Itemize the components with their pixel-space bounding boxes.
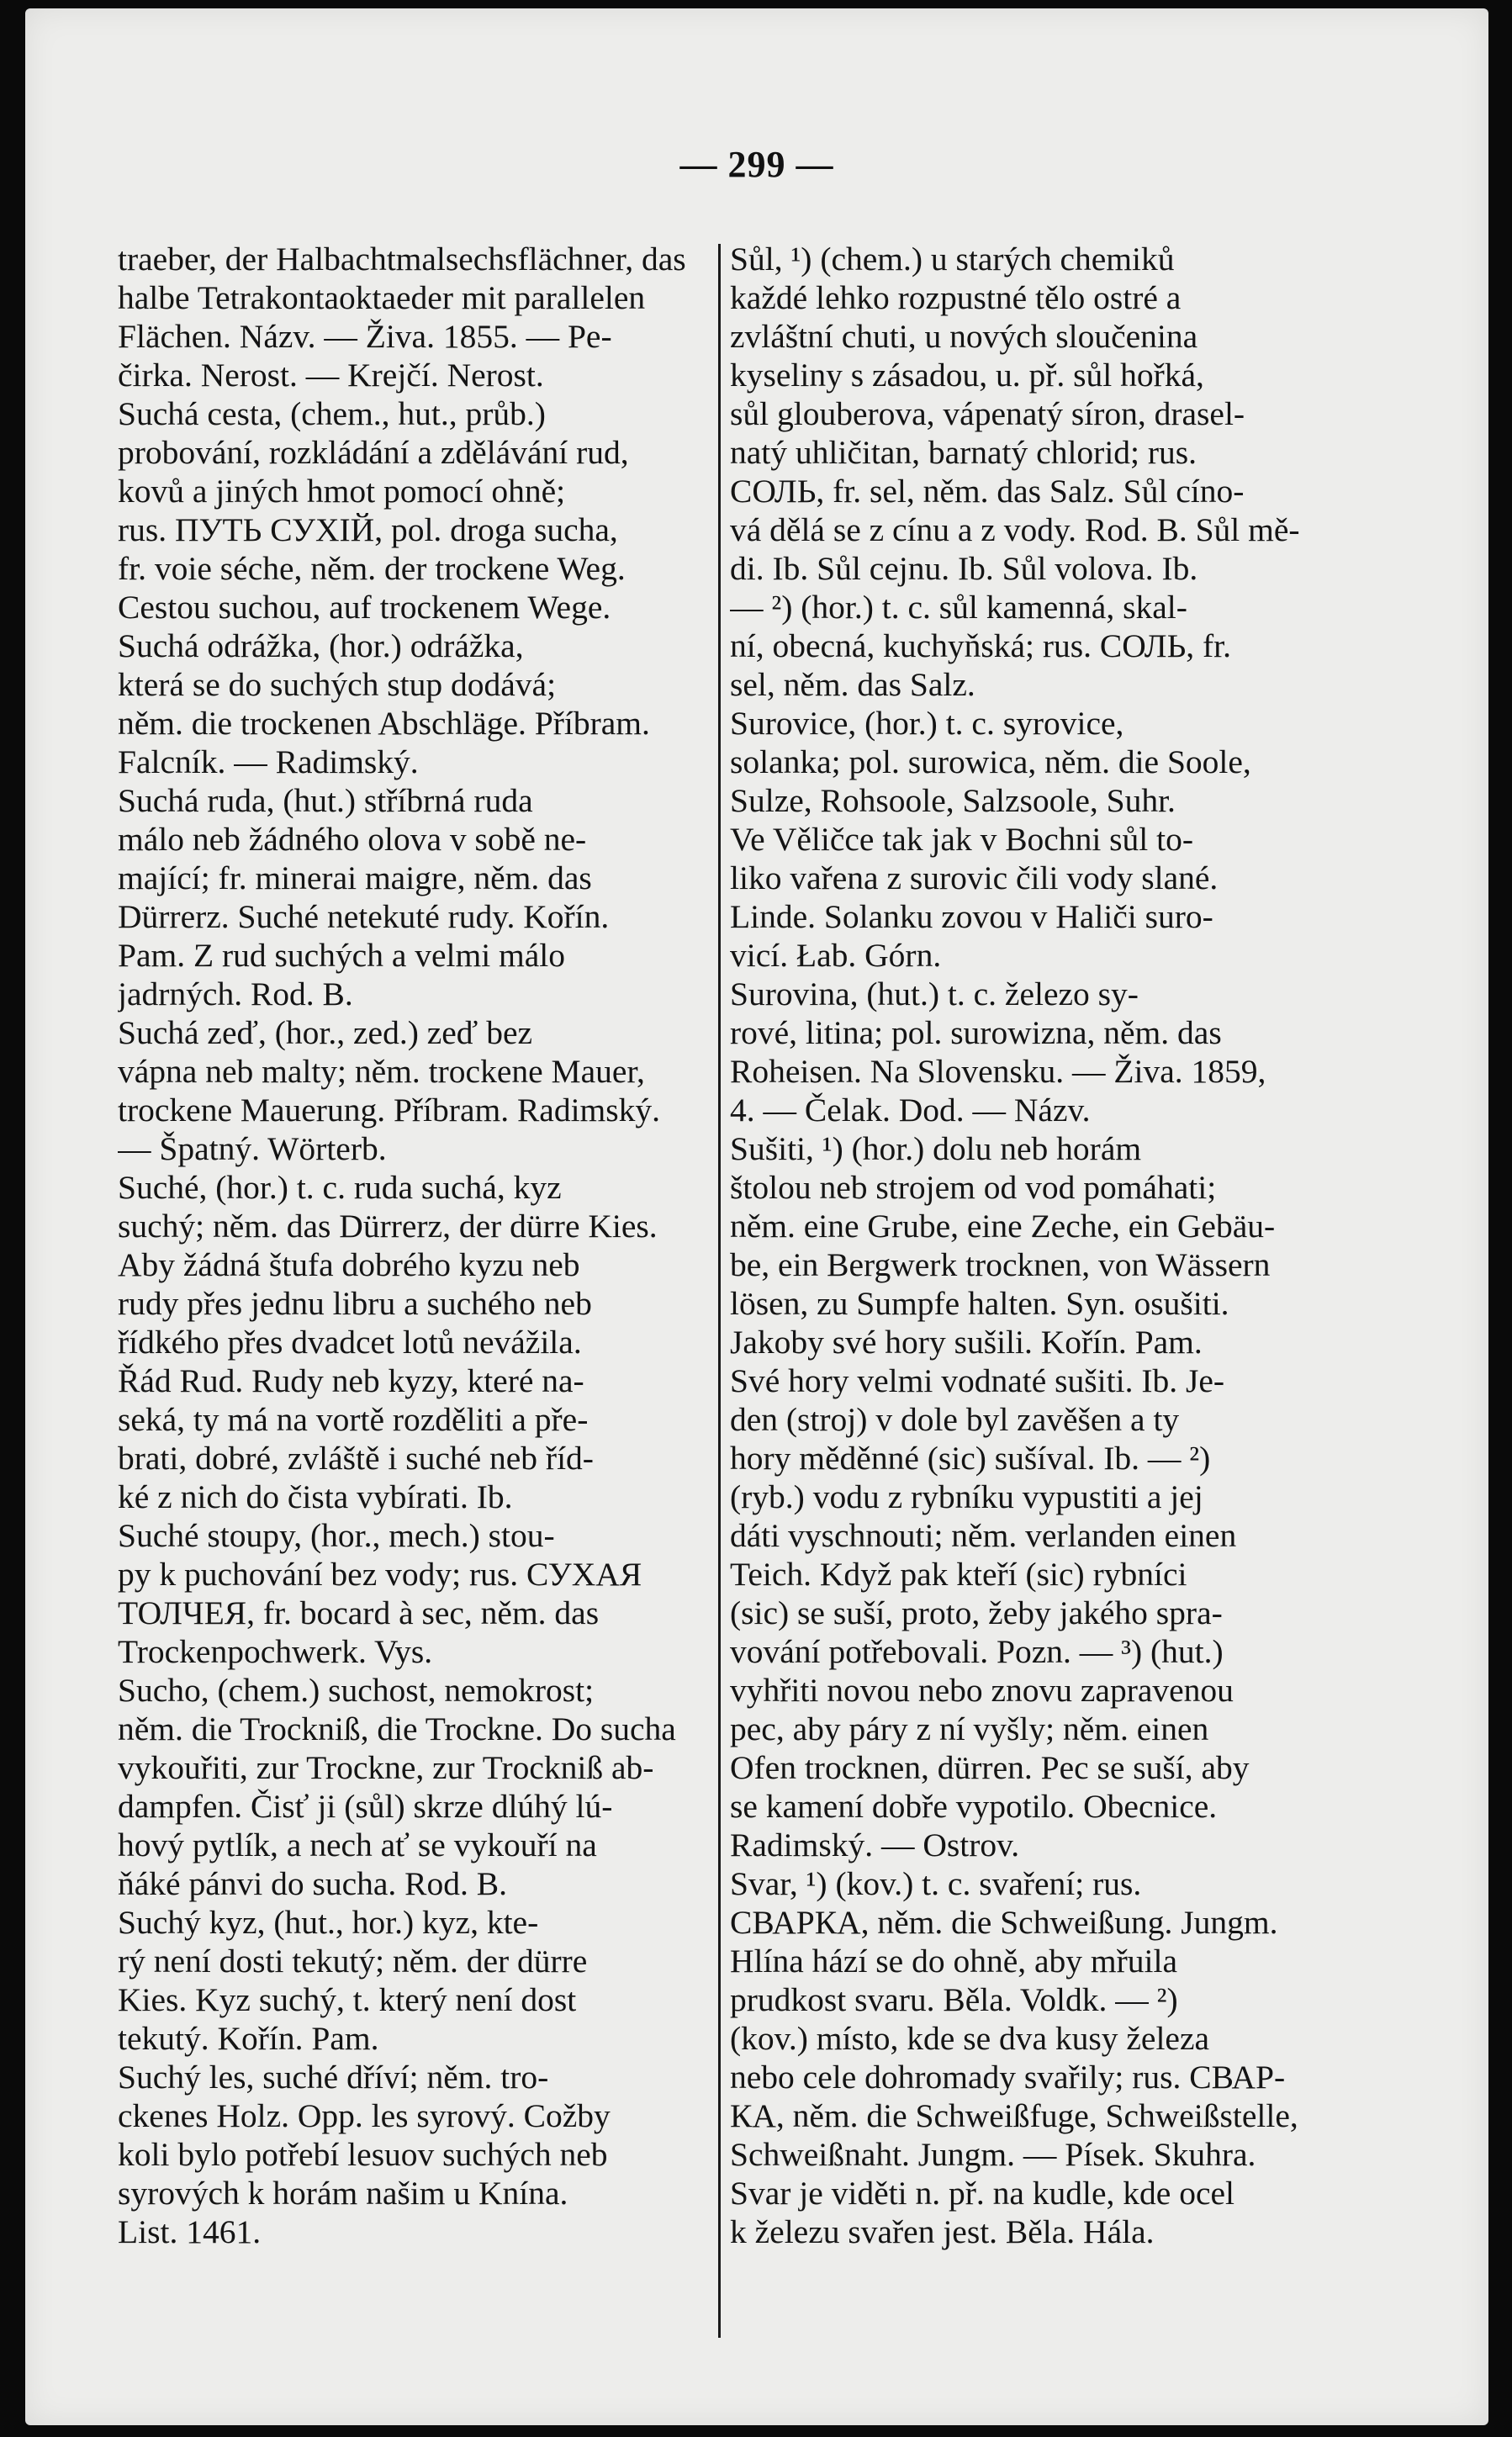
text-line: Ve Věličce tak jak v Bochni sůl to- (730, 821, 1194, 858)
text-line: vování potřebovali. Pozn. — ³) (hut.) (730, 1633, 1224, 1670)
text-line: jadrných. Rod. B. (118, 975, 353, 1012)
text-line: suchý; něm. das Dürrerz, der dürre Kies. (118, 1208, 658, 1245)
text-line: hový pytlík, a nech ať se vykouří na (118, 1826, 597, 1863)
text-line: prudkost svaru. Běla. Voldk. — ²) (730, 1981, 1178, 2018)
text-line: Trockenpochwerk. Vys. (118, 1633, 433, 1670)
text-line: rové, litina; pol. surowizna, něm. das (730, 1014, 1222, 1051)
left-column (118, 240, 719, 2251)
text-line: vyhřiti novou nebo znovu zapravenou (730, 1672, 1234, 1709)
text-line: nebo cele dohromady svařily; rus. СВАР- (730, 2059, 1286, 2096)
text-line: vá dělá se z cínu a z vody. Rod. B. Sůl mě- (730, 511, 1300, 548)
text-line: mající; fr. minerai maigre, něm. das (118, 859, 592, 896)
text-line: dáti vyschnouti; něm. verlanden einen (730, 1517, 1237, 1554)
text-line: rudy přes jednu libru a suchého neb (118, 1285, 592, 1322)
text-line: kovů a jiných hmot pomocí ohně; (118, 473, 566, 510)
text-line: k železu svařen jest. Běla. Hála. (730, 2213, 1155, 2250)
text-line: tekutý. Kořín. Pam. (118, 2020, 379, 2057)
text-line: se kamení dobře vypotilo. Obecnice. (730, 1788, 1218, 1825)
text-line: každé lehko rozpustné tělo ostré a (730, 279, 1182, 316)
text-line: vicí. Łab. Górn. (730, 937, 942, 974)
text-line: kyseliny s zásadou, u. př. sůl hořká, (730, 357, 1204, 394)
text-line: čirka. Nerost. — Krejčí. Nerost. (118, 357, 544, 394)
text-line: be, ein Bergwerk trocknen, von Wässern (730, 1246, 1271, 1283)
text-line: ТОЛЧЕЯ, fr. bocard à sec, něm. das (118, 1594, 600, 1631)
text-line: Suchý les, suché dříví; něm. tro- (118, 2059, 549, 2096)
text-line: vápna neb malty; něm. trockene Mauer, (118, 1053, 645, 1090)
text-line: Falcník. — Radimský. (118, 743, 419, 780)
text-line: koli bylo potřebí lesuov suchých neb (118, 2136, 608, 2173)
text-line: fr. voie séche, něm. der trockene Weg. (118, 550, 626, 587)
text-line: Suché stoupy, (hor., mech.) stou- (118, 1517, 555, 1554)
text-line: něm. die Trockniß, die Trockne. Do sucha (118, 1710, 676, 1747)
text-line: seká, ty má na vortě rozděliti a pře- (118, 1401, 589, 1438)
text-line: Své hory velmi vodnaté sušiti. Ib. Je- (730, 1362, 1225, 1399)
text-line: Cestou suchou, auf trockenem Wege. (118, 589, 611, 626)
text-line: rý není dosti tekutý; něm. der dürre (118, 1943, 588, 1980)
text-line: lösen, zu Sumpfe halten. Syn. osušiti. (730, 1285, 1229, 1322)
text-line: СОЛЬ, fr. sel, něm. das Salz. Sůl cíno- (730, 473, 1245, 510)
text-line: rus. ПУТЬ СУХІЙ, pol. droga sucha, (118, 511, 618, 548)
text-line: Teich. Když pak kteří (sic) rybníci (730, 1556, 1187, 1593)
text-line: Suchý kyz, (hut., hor.) kyz, kte- (118, 1904, 539, 1941)
text-line: Jakoby své hory sušili. Kořín. Pam. (730, 1324, 1203, 1361)
text-line: Suchá cesta, (chem., hut., průb.) (118, 395, 546, 432)
text-line: něm. eine Grube, eine Zeche, ein Gebäu- (730, 1208, 1276, 1245)
text-line: List. 1461. (118, 2213, 262, 2250)
text-line: Řád Rud. Rudy neb kyzy, které na- (118, 1362, 584, 1399)
text-line: sůl glouberova, vápenatý síron, drasel- (730, 395, 1245, 432)
text-line: Suchá zeď, (hor., zed.) zeď bez (118, 1014, 533, 1051)
text-line: štolou neb strojem od vod pomáhati; (730, 1169, 1217, 1206)
text-line: Schweißnaht. Jungm. — Písek. Skuhra. (730, 2136, 1256, 2173)
text-line: Flächen. Názv. — Živa. 1855. — Pe- (118, 318, 612, 355)
text-line: 4. — Čelak. Dod. — Názv. (730, 1092, 1091, 1129)
text-line: (kov.) místo, kde se dva kusy železa (730, 2020, 1210, 2057)
text-line: (sic) se suší, proto, žeby jakého spra- (730, 1594, 1223, 1631)
book-page (25, 8, 1488, 2425)
text-line: Suchá ruda, (hut.) stříbrná ruda (118, 782, 533, 819)
text-line: ňáké pánvi do sucha. Rod. B. (118, 1865, 507, 1902)
text-line: (ryb.) vodu z rybníku vypustiti a jej (730, 1478, 1203, 1515)
text-line: dampfen. Čisť ji (sůl) skrze dlúhý lú- (118, 1788, 613, 1825)
text-line: Svar, ¹) (kov.) t. c. svaření; rus. (730, 1865, 1142, 1902)
text-line: Aby žádná štufa dobrého kyzu neb (118, 1246, 580, 1283)
text-line: Linde. Solanku zovou v Haliči suro- (730, 898, 1213, 935)
text-line: Sulze, Rohsoole, Salzsoole, Suhr. (730, 782, 1176, 819)
text-line: sel, něm. das Salz. (730, 666, 975, 703)
text-line: Dürrerz. Suché netekuté rudy. Kořín. (118, 898, 610, 935)
page-number: — 299 — (679, 144, 834, 185)
text-line: СВАРКА, něm. die Schweißung. Jungm. (730, 1904, 1278, 1941)
text-line: hory měděnné (sic) sušíval. Ib. — ²) (730, 1440, 1211, 1477)
text-line: Suché, (hor.) t. c. ruda suchá, kyz (118, 1169, 562, 1206)
text-line: Radimský. — Ostrov. (730, 1826, 1020, 1863)
text-line: liko vařena z surovic čili vody slané. (730, 859, 1219, 896)
text-line: trockene Mauerung. Příbram. Radimský. (118, 1092, 661, 1129)
text-line: brati, dobré, zvláště i suché neb říd- (118, 1440, 594, 1477)
text-line: Kies. Kyz suchý, t. který není dost (118, 1981, 577, 2018)
text-line: Sůl, ¹) (chem.) u starých chemiků (730, 241, 1175, 278)
text-line: Roheisen. Na Slovensku. — Živa. 1859, (730, 1053, 1266, 1090)
text-line: která se do suchých stup dodává; (118, 666, 557, 703)
text-line: ckenes Holz. Opp. les syrový. Cožby (118, 2097, 611, 2134)
text-line: halbe Tetrakontaoktaeder mit parallelen (118, 279, 646, 316)
text-line: — ²) (hor.) t. c. sůl kamenná, skal- (730, 589, 1187, 626)
text-line: traeber, der Halbachtmalsechsflächner, das (118, 241, 686, 278)
text-line: natý uhličitan, barnatý chlorid; rus. (730, 434, 1197, 471)
text-line: Suchá odrážka, (hor.) odrážka, (118, 627, 524, 664)
text-line: pec, aby páry z ní vyšly; něm. einen (730, 1710, 1209, 1747)
text-line: ké z nich do čista vybírati. Ib. (118, 1478, 513, 1515)
text-line: Pam. Z rud suchých a velmi málo (118, 937, 566, 974)
text-line: Surovice, (hor.) t. c. syrovice, (730, 705, 1124, 742)
text-line: málo neb žádného olova v sobě ne- (118, 821, 587, 858)
text-line: Sucho, (chem.) suchost, nemokrost; (118, 1672, 595, 1709)
text-line: probování, rozkládání a zdělávání rud, (118, 434, 629, 471)
text-line: den (stroj) v dole byl zavěšen a ty (730, 1401, 1180, 1438)
text-line: ní, obecná, kuchyňská; rus. СОЛЬ, fr. (730, 627, 1232, 664)
text-line: py k puchování bez vody; rus. СУХАЯ (118, 1556, 642, 1593)
text-line: solanka; pol. surowica, něm. die Soole, (730, 743, 1251, 780)
text-line: Surovina, (hut.) t. c. železo sy- (730, 975, 1139, 1012)
text-line: КА, něm. die Schweißfuge, Schweißstelle, (730, 2097, 1298, 2134)
text-line: něm. die trockenen Abschläge. Příbram. (118, 705, 650, 742)
text-line: řídkého přes dvadcet lotů nevážila. (118, 1324, 582, 1361)
text-line: zvláštní chuti, u nových sloučenina (730, 318, 1198, 355)
text-line: Sušiti, ¹) (hor.) dolu neb horám (730, 1130, 1142, 1167)
text-line: Svar je viděti n. př. na kudle, kde ocel (730, 2175, 1235, 2212)
text-line: Ofen trocknen, dürren. Pec se suší, aby (730, 1749, 1250, 1786)
text-line: — Špatný. Wörterb. (118, 1130, 387, 1167)
text-line: syrových k horám našim u Knína. (118, 2175, 568, 2212)
text-line: di. Ib. Sůl cejnu. Ib. Sůl volova. Ib. (730, 550, 1198, 587)
text-line: Hlína hází se do ohně, aby mřuila (730, 1943, 1177, 1980)
right-column (730, 240, 1319, 2251)
text-line: vykouřiti, zur Trockne, zur Trockniß ab- (118, 1749, 654, 1786)
